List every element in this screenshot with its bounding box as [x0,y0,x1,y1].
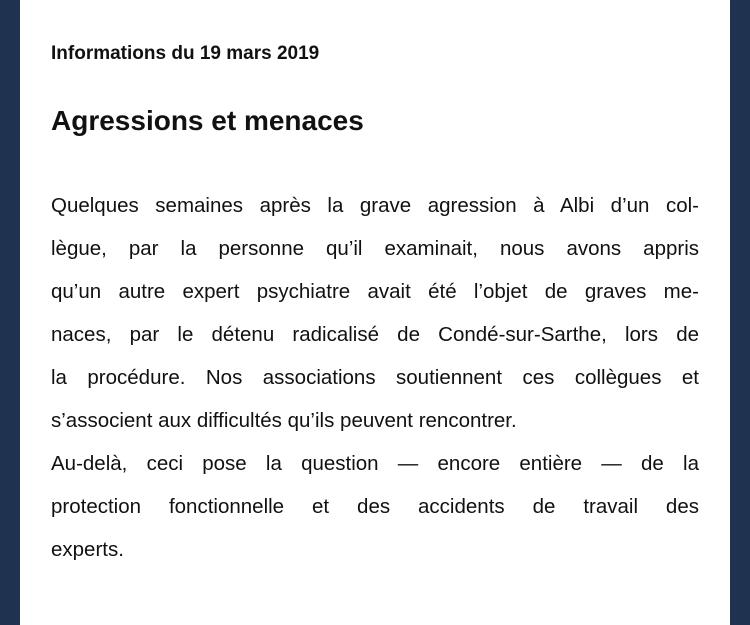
paragraph-line: protection fonctionnelle et des accidents de travail des [51,495,699,518]
paragraph-line: naces, par le détenu radicalisé de Condé-sur-Sarthe, lors de [51,323,699,346]
paragraph-line: la procédure. Nos associations soutiennent ces collègues et [51,366,699,389]
document-page [20,0,730,625]
paragraph-line: s’associent aux difficultés qu’ils peuvent rencontrer. [51,409,517,432]
paragraph-line: experts. [51,538,124,561]
paragraph-line: qu’un autre expert psychiatre avait été l’objet de graves me- [51,280,699,303]
article-body [51,184,699,571]
paragraph-1 [51,184,699,442]
paragraph-line: Au-delà, ceci pose la question — encore entière — de la [51,452,699,475]
paragraph-line: Quelques semaines après la grave agression à Albi d’un col- [51,194,699,217]
paragraph-2 [51,442,699,571]
paragraph-line: lègue, par la personne qu’il examinait, nous avons appris [51,237,699,260]
date-heading: Informations du 19 mars 2019 [51,43,320,64]
article-title: Agressions et menaces [51,105,364,136]
